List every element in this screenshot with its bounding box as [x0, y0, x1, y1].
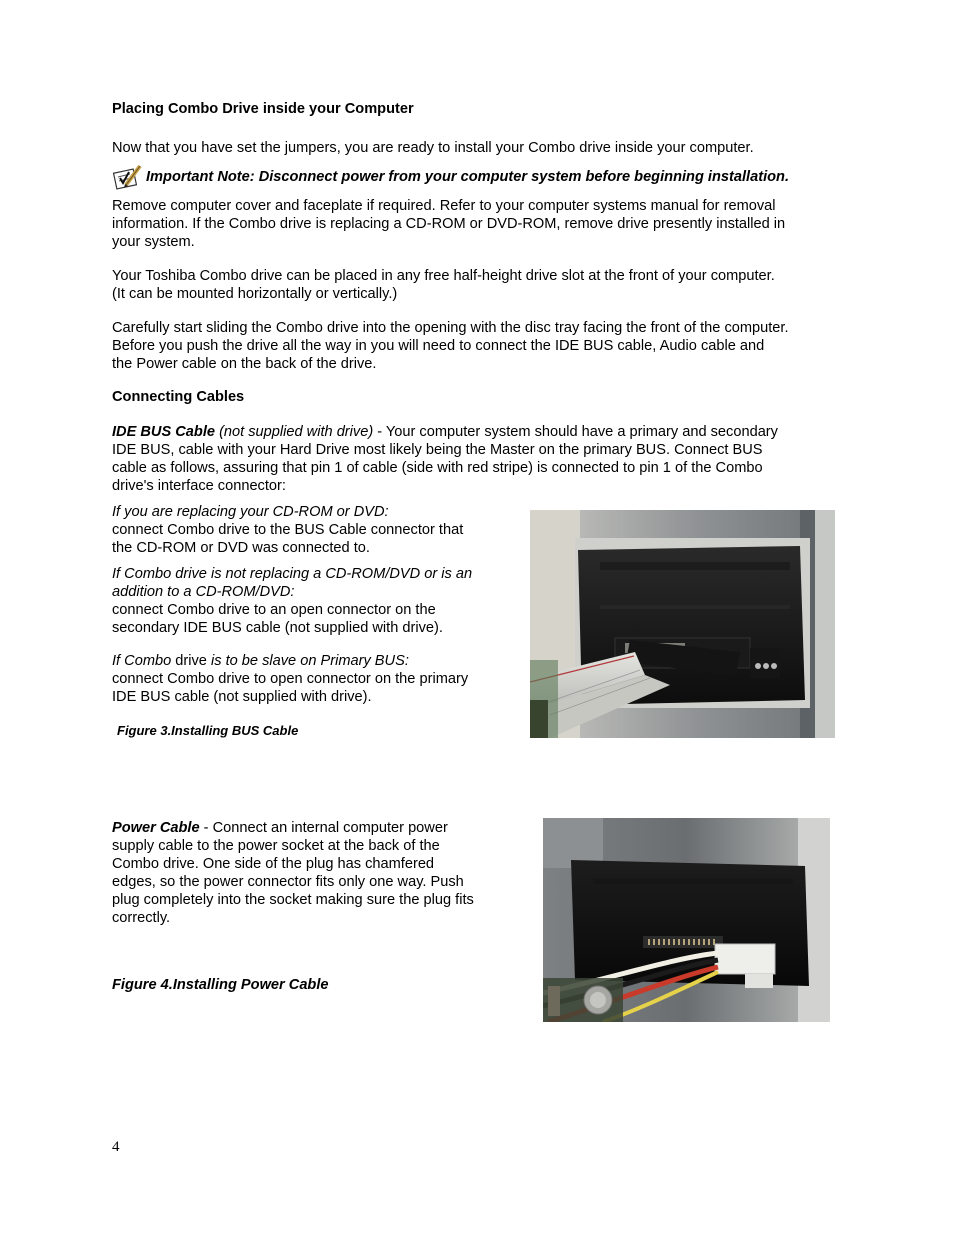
- case1-line1: connect Combo drive to the BUS Cable connector that: [112, 522, 464, 538]
- case1-line2: the CD-ROM or DVD was connected to.: [112, 540, 370, 556]
- figure3-photo: [530, 510, 835, 738]
- section-heading-connecting: Connecting Cables: [112, 389, 245, 405]
- power-cable-paragraph: [112, 819, 474, 927]
- ide-line1-rest: - Your computer system should have a primary and secondary: [373, 424, 778, 440]
- case-not-replacing: [112, 565, 472, 637]
- case3-title-b: drive: [171, 653, 211, 669]
- figure4-photo: [543, 818, 830, 1022]
- case3-title-c: is to be slave on Primary BUS:: [210, 653, 409, 669]
- remove-cover-paragraph: [112, 197, 785, 251]
- important-note: Important Note: Disconnect power from your computer system before beginning installation.: [146, 169, 790, 185]
- power-line5: plug completely into the socket making sure the plug fits: [112, 892, 474, 908]
- para2-line1: Your Toshiba Combo drive can be placed in any free half-height drive slot at the front of your computer.: [112, 268, 775, 284]
- para2-line2: (It can be mounted horizontally or vertically.): [112, 286, 398, 302]
- case3-title: [112, 652, 468, 670]
- power-line1-rest: - Connect an internal computer power: [199, 820, 448, 836]
- para1-line2: information. If the Combo drive is replacing a CD-ROM or DVD-ROM, remove drive presently installed in: [112, 216, 786, 232]
- power-line4: edges, so the power connector fits only one way. Push: [112, 874, 464, 890]
- figure3-caption: Figure 3.Installing BUS Cable: [117, 723, 299, 738]
- case2-line2: secondary IDE BUS cable (not supplied with drive).: [112, 620, 443, 636]
- case1-title: If you are replacing your CD-ROM or DVD:: [112, 504, 389, 520]
- case3-line1: connect Combo drive to open connector on the primary: [112, 671, 469, 687]
- power-line6: correctly.: [112, 910, 171, 926]
- ide-line1: [112, 423, 778, 441]
- ide-line2: IDE BUS, cable with your Hard Drive most likely being the Master on the primary BUS. Connect BUS: [112, 442, 763, 458]
- page-number: 4: [112, 1139, 120, 1155]
- para1-line3: your system.: [112, 234, 195, 250]
- case-slave: [112, 652, 468, 706]
- ide-qualifier: (not supplied with drive): [219, 424, 374, 440]
- ide-term: IDE BUS Cable: [112, 424, 215, 440]
- sliding-paragraph: [112, 319, 789, 373]
- case-replacing: [112, 503, 463, 557]
- power-line2: supply cable to the power socket at the back of the: [112, 838, 440, 854]
- power-line1: [112, 819, 474, 837]
- case2-line1: connect Combo drive to an open connector on the: [112, 602, 436, 618]
- para3-line2: Before you push the drive all the way in you will need to connect the IDE BUS cable, Audio cable and: [112, 338, 765, 354]
- section-heading-placing: Placing Combo Drive inside your Computer: [112, 101, 414, 117]
- case3-line2: IDE BUS cable (not supplied with drive).: [112, 689, 372, 705]
- para1-line1: Remove computer cover and faceplate if required. Refer to your computer systems manual for removal: [112, 198, 776, 214]
- power-term: Power Cable: [112, 820, 200, 836]
- ide-bus-paragraph: [112, 423, 778, 495]
- case3-title-a: If Combo: [112, 653, 172, 669]
- intro-paragraph: Now that you have set the jumpers, you are ready to install your Combo drive inside your computer.: [112, 140, 754, 156]
- figure4-caption: Figure 4.Installing Power Cable: [112, 977, 329, 993]
- para3-line3: the Power cable on the back of the drive.: [112, 356, 377, 372]
- power-line3: Combo drive. One side of the plug has chamfered: [112, 856, 435, 872]
- case2-title1: If Combo drive is not replacing a CD-ROM/DVD or is an: [112, 566, 473, 582]
- note-pencil-icon: [112, 163, 144, 191]
- ide-line4: drive's interface connector:: [112, 478, 286, 494]
- placement-paragraph: [112, 267, 775, 303]
- case2-title2: addition to a CD-ROM/DVD:: [112, 584, 295, 600]
- ide-line3: cable as follows, assuring that pin 1 of cable (side with red stripe) is connected to pin 1 of the Combo: [112, 460, 763, 476]
- para3-line1: Carefully start sliding the Combo drive into the opening with the disc tray facing the front of the computer.: [112, 320, 789, 336]
